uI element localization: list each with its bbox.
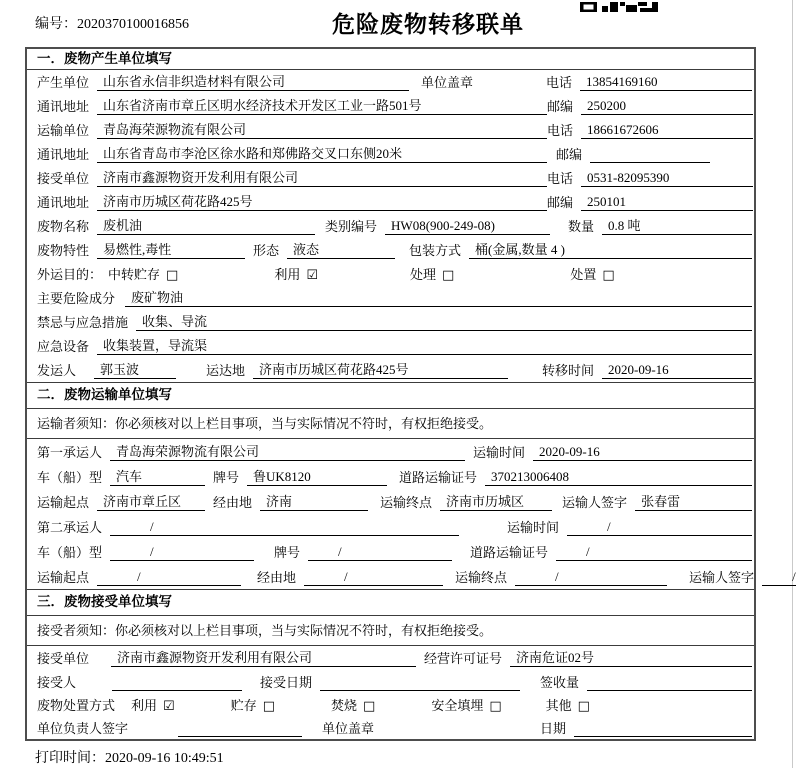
transporter-tel-value: 18661672606: [581, 122, 753, 139]
transfer-time-value: 2020-09-16: [602, 362, 752, 379]
hazard-value: 废矿物油: [125, 290, 752, 307]
permit1-value: 370213006408: [485, 469, 752, 486]
sign1-value: 张春雷: [635, 494, 752, 511]
section2-notice: 运输者须知：你必须核对以上栏目事项，当与实际情况不符时，有权拒绝接受。: [27, 409, 754, 439]
section1-header: 一．废物产生单位填写: [27, 49, 754, 70]
accept-unit-label: 接受单位: [37, 651, 90, 666]
receiver-value: 济南市鑫源物资开发利用有限公司: [97, 170, 547, 187]
vehicle1-value: 汽车: [110, 469, 205, 486]
waste-qty-value: 0.8 吨: [602, 218, 752, 235]
waste-code-value: HW08(900-249-08): [385, 218, 550, 235]
dispatcher-label: 发运人: [37, 363, 77, 378]
field-route1: [27, 489, 754, 514]
purpose-option-use: 利用: [274, 267, 301, 282]
origin1-value: 济南市章丘区: [97, 494, 205, 511]
transport-time1-value: 2020-09-16: [533, 444, 752, 461]
checkbox-dispose: □: [602, 268, 615, 283]
waste-property-value: 易燃性,毒性: [97, 242, 245, 259]
disposal-label: 废物处置方式: [37, 698, 116, 713]
checkbox-disposal-other: □: [577, 699, 590, 714]
receiver-zip-label: 邮编: [547, 195, 574, 210]
transport-time2-label: 运输时间: [507, 520, 560, 535]
producer-address-label: 通讯地址: [37, 99, 90, 114]
field-receiver: [27, 166, 754, 190]
accept-date-value: [320, 690, 520, 691]
transporter-tel-label: 电话: [547, 123, 574, 138]
measures-label: 禁忌与应急措施: [37, 315, 129, 330]
signed-qty-label: 签收量: [540, 675, 580, 690]
field-transporter-address: [27, 142, 754, 166]
checkbox-disposal-landfill: □: [489, 699, 502, 714]
permit2-label: 道路运输证号: [470, 545, 549, 560]
checkbox-disposal-store: □: [262, 699, 275, 714]
section3-header: 三．废物接受单位填写: [27, 589, 754, 616]
origin2-value: /: [97, 569, 241, 586]
sign2-value: /: [762, 569, 796, 586]
checkbox-disposal-burn: □: [363, 699, 376, 714]
sign1-label: 运输人签字: [562, 495, 628, 510]
field-waste-name: [27, 214, 754, 238]
receiver-address-value: 济南市历城区荷花路425号: [97, 194, 547, 211]
field-transporter: [27, 118, 754, 142]
waste-property-label: 废物特性: [37, 243, 90, 258]
plate1-value: 鲁UK8120: [247, 469, 387, 486]
producer-label: 产生单位: [37, 75, 90, 90]
acceptor-value: [112, 690, 242, 691]
permit2-value: /: [556, 544, 752, 561]
carrier1-label: 第一承运人: [37, 445, 103, 460]
receiver-tel-value: 0531-82095390: [581, 170, 753, 187]
via2-value: /: [304, 569, 443, 586]
end2-label: 运输终点: [455, 570, 508, 585]
disposal-option-store: 贮存: [230, 698, 257, 713]
sign2-label: 运输人签字: [689, 570, 755, 585]
transfer-time-label: 转移时间: [541, 363, 594, 378]
equipment-label: 应急设备: [37, 339, 90, 354]
serial-number: [35, 13, 189, 33]
qr-code-fragment: [580, 0, 658, 10]
field-accept-unit: [27, 646, 754, 670]
license-value: 济南危证02号: [510, 650, 752, 667]
via1-value: 济南: [260, 494, 368, 511]
carrier2-value: /: [110, 519, 459, 536]
disposal-option-other: 其他: [545, 698, 572, 713]
vehicle1-label: 车（船）型: [37, 470, 103, 485]
receiver-label: 接受单位: [37, 171, 90, 186]
permit1-label: 道路运输证号: [399, 470, 478, 485]
checkbox-treat: □: [442, 268, 455, 283]
transporter-label: 运输单位: [37, 123, 90, 138]
via2-label: 经由地: [257, 570, 297, 585]
producer-value: 山东省永信非织造材料有限公司: [97, 74, 409, 91]
checkbox-use: ☑: [306, 268, 318, 283]
transporter-zip-label: 邮编: [555, 147, 582, 162]
print-time-label: 打印时间：: [35, 751, 105, 766]
dispatcher-value: 郭玉波: [94, 362, 176, 379]
field-route2: [27, 564, 796, 589]
vehicle2-value: /: [110, 544, 254, 561]
pack-value: 桶(金属,数量 4 ): [469, 242, 752, 259]
accept-unit-value: 济南市鑫源物资开发利用有限公司: [111, 650, 416, 667]
hazard-label: 主要危险成分: [37, 291, 116, 306]
transport-time2-value: /: [567, 519, 752, 536]
field-head-signature: [27, 717, 754, 740]
producer-tel-value: 13854169160: [580, 74, 752, 91]
field-emergency-equipment: [27, 334, 754, 358]
receiver-tel-label: 电话: [547, 171, 574, 186]
date2-value: [574, 736, 752, 737]
field-waste-property: [27, 238, 754, 262]
vehicle2-label: 车（船）型: [37, 545, 103, 560]
page-title: 危险废物转移联单: [332, 12, 524, 37]
plate1-label: 牌号: [213, 470, 240, 485]
acceptor-label: 接受人: [37, 675, 77, 690]
waste-code-label: 类别编号: [325, 219, 378, 234]
field-acceptor: [27, 670, 754, 694]
form-label: 形态: [253, 243, 280, 258]
destination-value: 济南市历城区荷花路425号: [253, 362, 508, 379]
field-vehicle2: [27, 539, 754, 564]
producer-zip-value: 250200: [581, 98, 753, 115]
transporter-zip-value: [590, 162, 710, 163]
section3-notice: 接受者须知：你必须核对以上栏目事项，当与实际情况不符时，有权拒绝接受。: [27, 616, 754, 646]
field-disposal-method: [27, 694, 754, 717]
field-producer: [27, 70, 754, 94]
form-value: 液态: [287, 242, 395, 259]
producer-tel-label: 电话: [545, 75, 572, 90]
head-sign-label: 单位负责人签字: [37, 721, 129, 736]
equipment-value: 收集装置，导流渠: [97, 338, 752, 355]
field-receiver-address: [27, 190, 754, 214]
destination-label: 运达地: [206, 363, 246, 378]
origin2-label: 运输起点: [37, 570, 90, 585]
purpose-option-storage: 中转贮存: [108, 267, 161, 282]
via1-label: 经由地: [213, 495, 253, 510]
receiver-zip-value: 250101: [581, 194, 753, 211]
serial-value: 2020370100016856: [77, 17, 189, 32]
page-edge-line: [792, 0, 793, 768]
receiver-address-label: 通讯地址: [37, 195, 90, 210]
measures-value: 收集、导流: [136, 314, 752, 331]
carrier2-label: 第二承运人: [37, 520, 103, 535]
plate2-value: /: [308, 544, 452, 561]
purpose-option-dispose: 处置: [570, 267, 597, 282]
transfer-manifest-form: [25, 47, 796, 741]
field-producer-address: [27, 94, 754, 118]
field-dispatch: [27, 358, 754, 382]
license-label: 经营许可证号: [424, 651, 503, 666]
disposal-option-use: 利用: [131, 698, 158, 713]
disposal-option-burn: 焚烧: [331, 698, 358, 713]
pack-label: 包装方式: [409, 243, 462, 258]
field-carrier2: [27, 514, 754, 539]
date2-label: 日期: [539, 721, 566, 736]
head-sign-value: [178, 736, 302, 737]
plate2-label: 牌号: [274, 545, 301, 560]
end1-value: 济南市历城区: [440, 494, 552, 511]
end1-label: 运输终点: [380, 495, 433, 510]
field-emergency-measures: [27, 310, 754, 334]
purpose-option-treat: 处理: [410, 267, 437, 282]
origin1-label: 运输起点: [37, 495, 90, 510]
field-vehicle1: [27, 464, 754, 489]
disposal-option-landfill: 安全填埋: [431, 698, 484, 713]
waste-name-label: 废物名称: [37, 219, 90, 234]
carrier1-value: 青岛海荣源物流有限公司: [110, 444, 465, 461]
print-time-value: 2020-09-16 10:49:51: [105, 751, 224, 766]
accept-date-label: 接受日期: [260, 675, 313, 690]
field-hazard-component: [27, 286, 754, 310]
checkbox-disposal-use: ☑: [163, 699, 175, 714]
waste-qty-label: 数量: [568, 219, 595, 234]
transporter-address-label: 通讯地址: [37, 147, 90, 162]
end2-value: /: [515, 569, 667, 586]
unit-stamp-label: 单位盖章: [421, 75, 474, 90]
signed-qty-value: [587, 690, 752, 691]
producer-zip-label: 邮编: [547, 99, 574, 114]
unit-stamp2-label: 单位盖章: [322, 721, 375, 736]
producer-address-value: 山东省济南市章丘区明水经济技术开发区工业一路501号: [97, 98, 547, 115]
purpose-label: 外运目的：: [37, 267, 103, 282]
waste-name-value: 废机油: [97, 218, 315, 235]
transport-time1-label: 运输时间: [473, 445, 526, 460]
transporter-value: 青岛海荣源物流有限公司: [97, 122, 547, 139]
section2-header: 二．废物运输单位填写: [27, 382, 754, 409]
field-transfer-purpose: [27, 262, 754, 286]
serial-label: 编号：: [35, 17, 77, 32]
print-time: [35, 747, 224, 767]
field-carrier1: [27, 439, 754, 464]
checkbox-storage: □: [166, 268, 179, 283]
transporter-address-value: 山东省青岛市李沧区徐水路和郑佛路交叉口东侧20米: [97, 146, 547, 163]
